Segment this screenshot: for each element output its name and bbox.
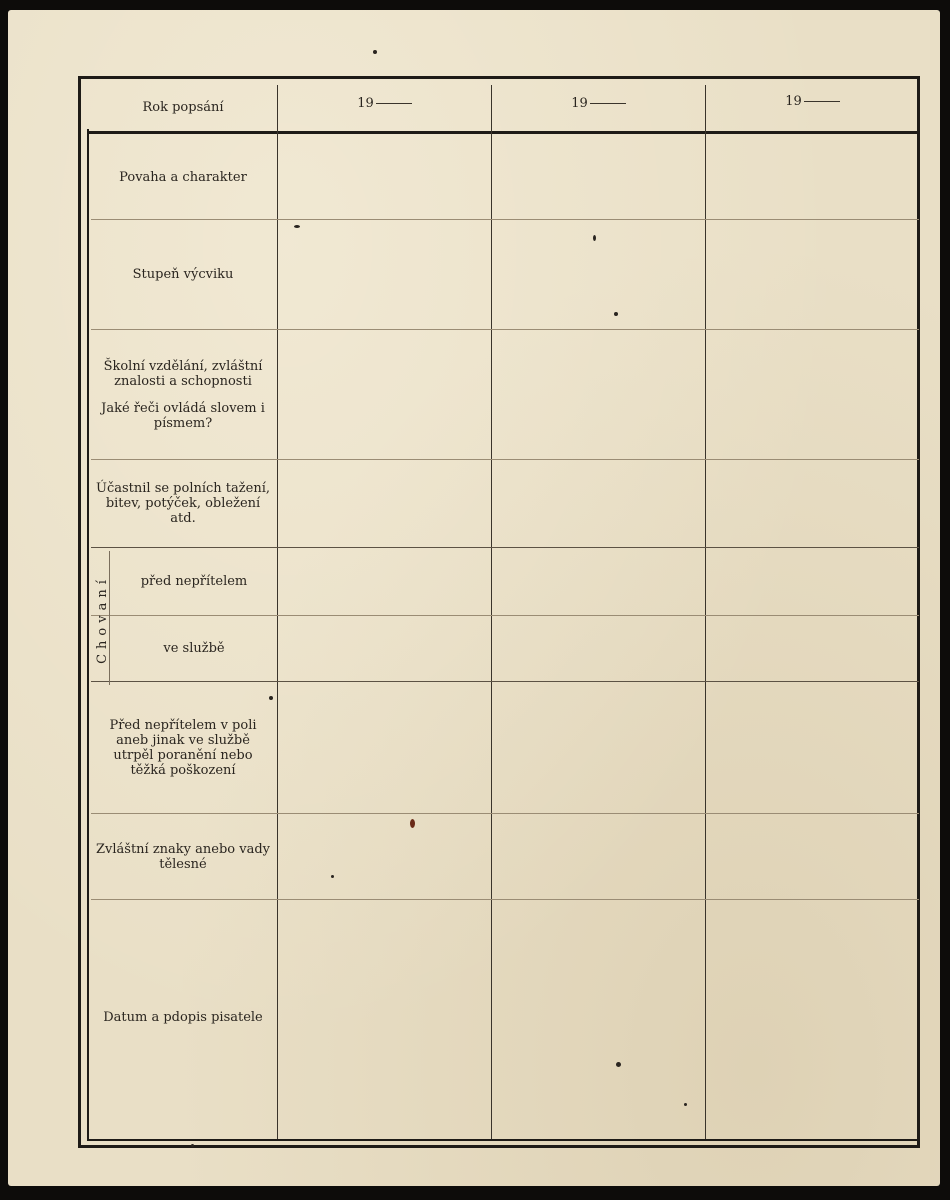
header-row-label: [89, 83, 277, 131]
row-label-date-signature: [89, 900, 277, 1135]
column-divider: [705, 85, 706, 1139]
row-label-education: [89, 330, 277, 459]
row-label-before-enemy: [111, 548, 277, 615]
paper-speck: [373, 50, 377, 54]
column-divider: [491, 85, 492, 1139]
paper-speck: [410, 819, 415, 828]
row-label-in-service: [111, 616, 277, 681]
paper-speck: [269, 696, 273, 700]
row-label-injuries: [89, 682, 277, 813]
row-label-text: Zvláštní znaky anebo vady tělesné: [95, 841, 271, 872]
column-divider: [277, 85, 278, 1139]
paper-speck: [294, 225, 300, 228]
year-header-3: [706, 81, 919, 121]
year-text: 19: [357, 95, 374, 111]
paper-speck: [331, 875, 334, 878]
year-text: 19: [571, 95, 588, 111]
row-label-text: Povaha a charakter: [119, 169, 247, 185]
header-rule: [87, 131, 919, 134]
row-label-training: [89, 220, 277, 329]
paper-speck: [616, 1062, 621, 1067]
row-label-text: Jaké řeči ovládá slovem i písmem?: [101, 400, 265, 431]
behaviour-split: [111, 615, 277, 616]
row-label-text: Stupeň výcviku: [132, 267, 234, 282]
year-blank: [590, 103, 626, 104]
row-label-physical-marks: [89, 814, 277, 899]
header-row-label-text: Rok popsání: [142, 99, 224, 115]
behaviour-group-text: Chovaní: [94, 574, 110, 664]
year-text: 19: [785, 93, 802, 109]
year-blank: [804, 101, 840, 102]
paper-speck: [593, 235, 596, 241]
row-label-text: Datum a pdopis pisatele: [103, 1010, 263, 1025]
year-header-1: [278, 83, 491, 123]
row-label-campaigns: [89, 460, 277, 547]
row-label-text: ve službě: [163, 641, 225, 656]
row-label-text: před nepřítelem: [140, 574, 248, 589]
inner-bottom-border: [87, 1139, 919, 1141]
row-label-character: [89, 135, 277, 219]
row-label-text: Školní vzdělání, zvláštní znalosti a schopnosti: [103, 358, 263, 389]
form-page: [8, 10, 940, 1186]
year-header-2: [492, 83, 705, 123]
paper-speck: [684, 1103, 687, 1106]
evaluation-table: [78, 76, 920, 1148]
year-blank: [376, 103, 412, 104]
paper-speck: [191, 1144, 194, 1147]
row-label-text: Účastnil se polních tažení, bitev, potýček, obležení atd.: [95, 481, 270, 526]
paper-speck: [614, 312, 618, 316]
row-label-text: Před nepřítelem v poli aneb jinak ve službě utrpěl poranění nebo těžká poškození: [109, 717, 257, 778]
behaviour-group-label: [93, 559, 111, 679]
